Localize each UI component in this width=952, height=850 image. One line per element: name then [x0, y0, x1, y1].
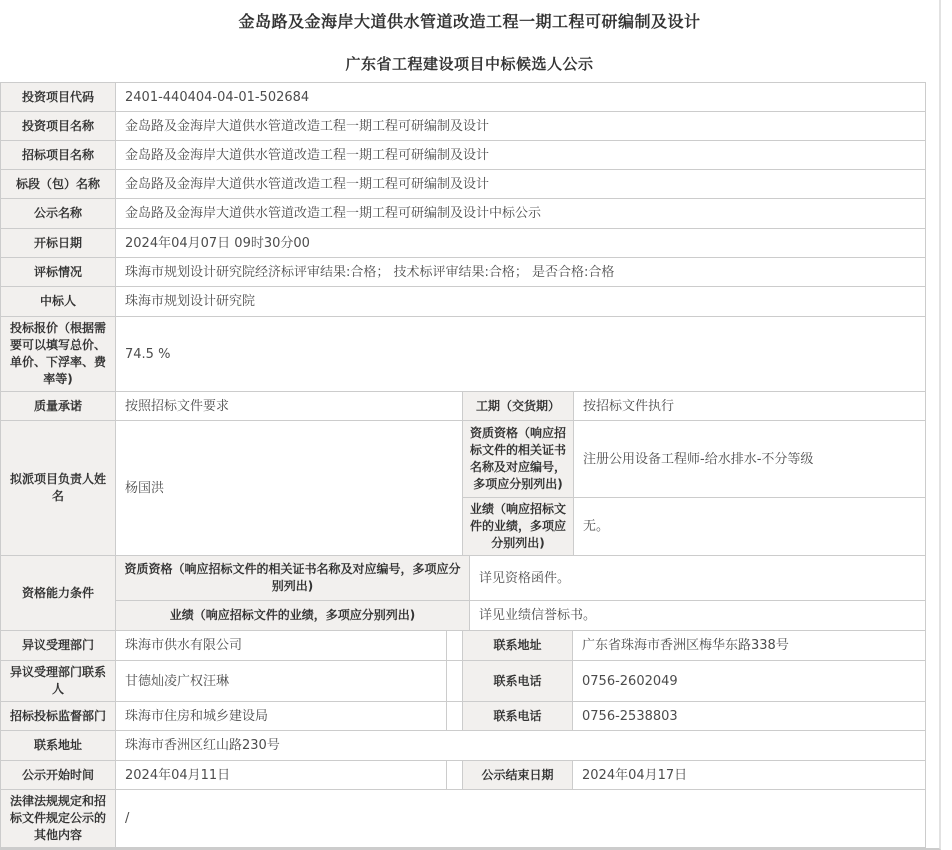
proposed-manager-label: 拟派项目负责人姓名 [1, 421, 116, 556]
investment-name-value: 金岛路及金海岸大道供水管道改造工程一期工程可研编制及设计 [116, 112, 926, 141]
tender-project-name-label: 招标项目名称 [1, 141, 116, 170]
row-winner [1, 287, 926, 317]
announcement-table [0, 82, 926, 848]
winner-label: 中标人 [1, 287, 116, 317]
announcement-name-label: 公示名称 [1, 199, 116, 229]
contact-addr-label: 联系地址 [1, 731, 116, 761]
row-announcement-name [1, 199, 926, 229]
manager-qualification-label: 资质资格（响应招标文件的相关证书名称及对应编号，多项应分别列出) [463, 421, 574, 498]
row-investment-code [1, 83, 926, 112]
announcement-name-value: 金岛路及金海岸大道供水管道改造工程一期工程可研编制及设计中标公示 [116, 199, 926, 229]
evaluation-label: 评标情况 [1, 258, 116, 287]
quality-label: 质量承诺 [1, 392, 116, 421]
capability-qualification-label: 资质资格（响应招标文件的相关证书名称及对应编号，多项应分别列出) [116, 556, 470, 601]
spacer-cell [447, 631, 463, 661]
row-proposed-manager [1, 421, 926, 556]
tender-project-name-value: 金岛路及金海岸大道供水管道改造工程一期工程可研编制及设计 [116, 141, 926, 170]
spacer-cell [447, 702, 463, 731]
evaluation-value: 珠海市规划设计研究院经济标评审结果:合格； 技术标评审结果:合格； 是否合格:合格 [116, 258, 926, 287]
capability-qualification-value: 详见资格函件。 [470, 556, 926, 601]
publicity-start-label: 公示开始时间 [1, 761, 116, 790]
supervision-dept-label: 招标投标监督部门 [1, 702, 116, 731]
quality-value: 按照招标文件要求 [116, 392, 463, 421]
publicity-start-value: 2024年04月11日 [116, 761, 447, 790]
row-other-content [1, 790, 926, 848]
bid-price-value: 74.5 % [116, 317, 926, 392]
supervision-phone-value: 0756-2538803 [573, 702, 926, 731]
spacer-cell [447, 761, 463, 790]
page-subtitle: 广东省工程建设项目中标候选人公示 [345, 55, 594, 73]
investment-code-label: 投资项目代码 [1, 83, 116, 112]
row-capability [1, 556, 926, 631]
row-manager-qualification [463, 421, 926, 498]
capability-performance-label: 业绩（响应招标文件的业绩，多项应分别列出) [116, 601, 470, 631]
capability-detail-stack [116, 556, 926, 631]
manager-detail-stack [463, 421, 926, 556]
bid-opening-date-label: 开标日期 [1, 229, 116, 258]
section-name-value: 金岛路及金海岸大道供水管道改造工程一期工程可研编制及设计 [116, 170, 926, 199]
row-contact-addr [1, 731, 926, 761]
row-evaluation [1, 258, 926, 287]
objection-contact-value: 甘德灿凌广权汪琳 [116, 661, 447, 702]
row-investment-name [1, 112, 926, 141]
row-tender-project-name [1, 141, 926, 170]
objection-phone-value: 0756-2602049 [573, 661, 926, 702]
objection-addr-label: 联系地址 [463, 631, 573, 661]
page-title: 金岛路及金海岸大道供水管道改造工程一期工程可研编制及设计 [238, 12, 701, 31]
objection-phone-label: 联系电话 [463, 661, 573, 702]
page-header [0, 0, 939, 82]
supervision-dept-value: 珠海市住房和城乡建设局 [116, 702, 447, 731]
duration-value: 按招标文件执行 [574, 392, 926, 421]
objection-dept-label: 异议受理部门 [1, 631, 116, 661]
duration-label: 工期（交货期） [463, 392, 574, 421]
row-bid-opening-date [1, 229, 926, 258]
bid-price-label: 投标报价（根据需要可以填写总价、单价、下浮率、费率等) [1, 317, 116, 392]
bid-opening-date-value: 2024年04月07日 09时30分00 [116, 229, 926, 258]
manager-performance-value: 无。 [574, 498, 926, 556]
capability-label: 资格能力条件 [1, 556, 116, 631]
contact-addr-value: 珠海市香洲区红山路230号 [116, 731, 926, 761]
row-bid-price [1, 317, 926, 392]
publicity-end-label: 公示结束日期 [463, 761, 573, 790]
proposed-manager-value: 杨国洪 [116, 421, 463, 556]
objection-dept-value: 珠海市供水有限公司 [116, 631, 447, 661]
row-quality-duration [1, 392, 926, 421]
row-supervision-dept [1, 702, 926, 731]
objection-addr-value: 广东省珠海市香洲区梅华东路338号 [573, 631, 926, 661]
spacer-cell [447, 661, 463, 702]
row-manager-performance [463, 498, 926, 556]
publicity-end-value: 2024年04月17日 [573, 761, 926, 790]
investment-name-label: 投资项目名称 [1, 112, 116, 141]
section-name-label: 标段（包）名称 [1, 170, 116, 199]
investment-code-value: 2401-440404-04-01-502684 [116, 83, 926, 112]
manager-performance-label: 业绩（响应招标文件的业绩，多项应分别列出) [463, 498, 574, 556]
objection-contact-label: 异议受理部门联系人 [1, 661, 116, 702]
row-capability-qualification [116, 556, 926, 601]
row-publicity-dates [1, 761, 926, 790]
row-capability-performance [116, 601, 926, 631]
capability-performance-value: 详见业绩信誉标书。 [470, 601, 926, 631]
row-section-name [1, 170, 926, 199]
other-content-label: 法律法规规定和招标文件规定公示的其他内容 [1, 790, 116, 848]
row-objection-dept [1, 631, 926, 661]
manager-qualification-value: 注册公用设备工程师-给水排水-不分等级 [574, 421, 926, 498]
other-content-value: / [116, 790, 926, 848]
row-objection-contact [1, 661, 926, 702]
supervision-phone-label: 联系电话 [463, 702, 573, 731]
winner-value: 珠海市规划设计研究院 [116, 287, 926, 317]
